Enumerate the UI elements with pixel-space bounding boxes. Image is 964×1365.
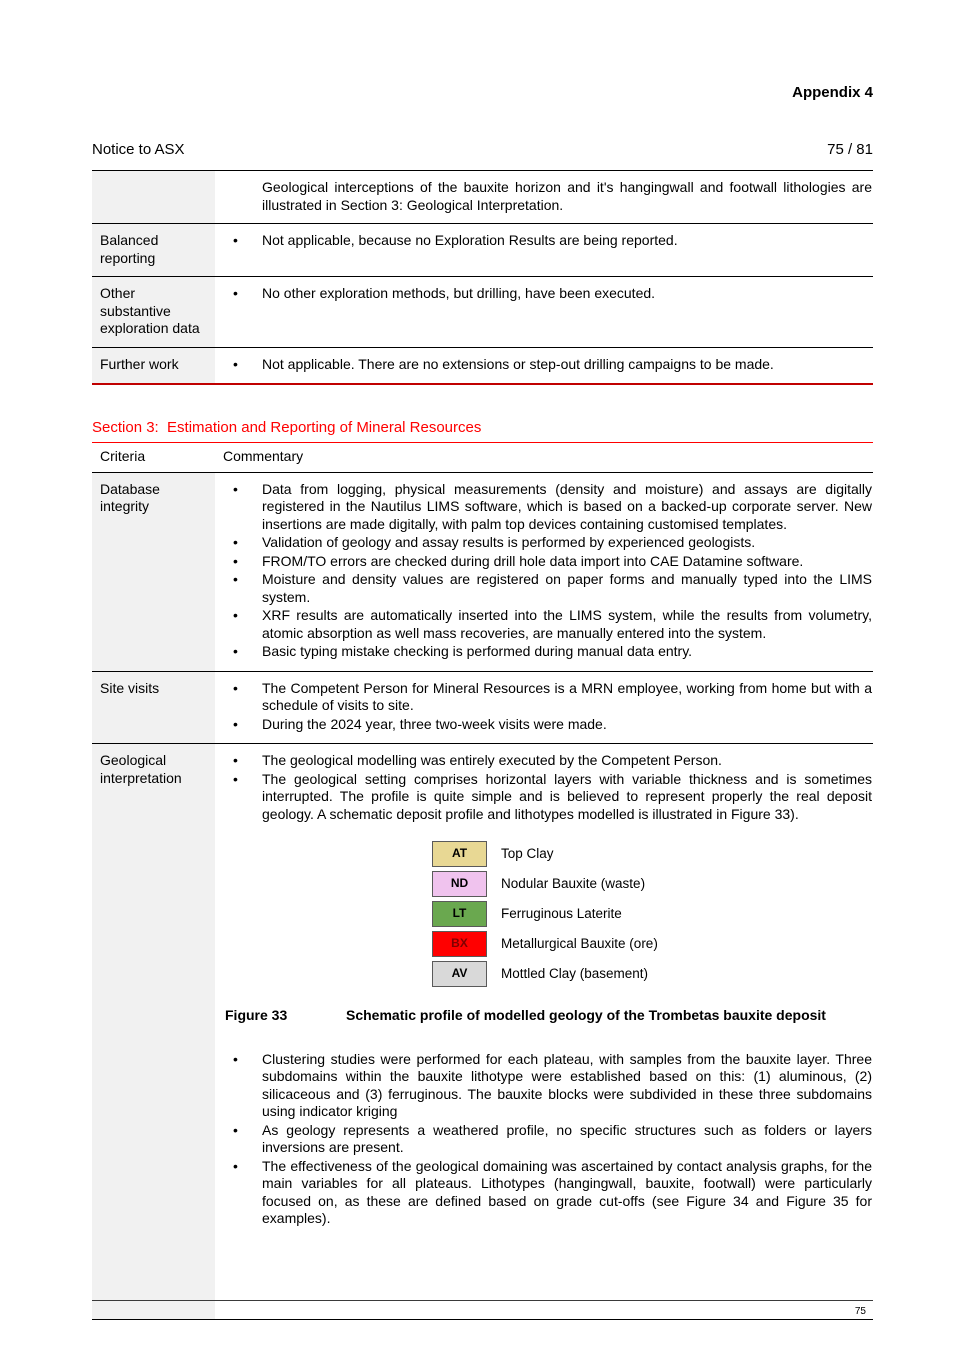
legend-label: Metallurgical Bauxite (ore) bbox=[501, 936, 658, 952]
section3-table bbox=[92, 443, 873, 1320]
legend-swatch: AT bbox=[432, 841, 487, 867]
table-row bbox=[92, 473, 873, 672]
bullet-text: Clustering studies were performed for each plateau, with samples from the bauxite layer. Three subdomains within the bauxite lithotype were established based on this: (1) aluminous, (2) silicaceous and (3) ferruginous. The bauxite blocks were subdivided in these three subdomains using indicator kriging bbox=[262, 1050, 872, 1119]
footer-page-number: 75 bbox=[854, 1306, 866, 1317]
criteria-cell: Balanced reporting bbox=[92, 224, 215, 276]
legend-swatch: ND bbox=[432, 871, 487, 897]
column-header-criteria: Criteria bbox=[92, 443, 215, 472]
paragraph: Geological interceptions of the bauxite horizon and it's hangingwall and footwall lithologies are illustrated in Section 3: Geological Interpretation. bbox=[262, 179, 872, 213]
header-title: Notice to ASX bbox=[92, 141, 185, 158]
legend-entry bbox=[432, 841, 872, 867]
criteria-cell: Geological interpretation bbox=[92, 744, 215, 1319]
legend-label: Ferruginous Laterite bbox=[501, 906, 622, 922]
bullet-marker: • bbox=[233, 480, 238, 497]
bullet-text: The geological setting comprises horizontal layers with variable thickness and is sometimes interrupted. The profile is quite simple and is believed to represent properly the real deposit geology. A schematic deposit profile and lithotypes modelled is illustrated in Figure 33). bbox=[262, 770, 872, 822]
bullet-marker: • bbox=[233, 607, 238, 623]
bullet-text: The geological modelling was entirely executed by the Competent Person. bbox=[262, 752, 722, 768]
bullet-marker: • bbox=[233, 643, 238, 659]
commentary-cell bbox=[215, 224, 873, 276]
bullet-text: The effectiveness of the geological domaining was ascertained by contact analysis graphs, for the main variables for all plateaus. Lithotypes (hangingwall, bauxite, footwall) were particularly focused on, as these are defined based on grade cut-offs (see Figure 34 and Figure 35 for examples). bbox=[262, 1157, 872, 1226]
bullet-item bbox=[233, 232, 872, 250]
bullet-text: Not applicable, because no Exploration Results are being reported. bbox=[262, 232, 678, 248]
figure-legend bbox=[432, 841, 872, 987]
commentary-cell bbox=[215, 348, 873, 384]
figure-caption-label: Figure 33 bbox=[225, 1007, 288, 1023]
bullet-item bbox=[233, 1158, 872, 1228]
bullet-item bbox=[233, 752, 872, 770]
bullet-item bbox=[233, 607, 872, 642]
table-row bbox=[92, 277, 873, 348]
bullet-marker: • bbox=[233, 232, 238, 248]
bullet-marker: • bbox=[233, 534, 238, 550]
legend-label: Top Clay bbox=[501, 846, 554, 862]
appendix-label: Appendix 4 bbox=[792, 84, 873, 101]
bullet-text: FROM/TO errors are checked during drill hole data import into CAE Datamine software. bbox=[262, 552, 804, 569]
bullet-item bbox=[233, 534, 872, 552]
page-content bbox=[92, 0, 873, 1320]
bullet-marker: • bbox=[233, 285, 238, 301]
criteria-cell: Site visits bbox=[92, 672, 215, 744]
bullet-text: XRF results are automatically inserted into the LIMS system, while the results from volumetry, atomic absorption as well mass recoveries, are manually entered into the system. bbox=[262, 607, 872, 641]
bullet-marker: • bbox=[233, 715, 238, 732]
table-header-row bbox=[92, 443, 873, 473]
column-header-commentary: Commentary bbox=[223, 448, 304, 464]
bullet-item bbox=[233, 571, 872, 606]
bullet-item bbox=[233, 553, 872, 571]
commentary-cell bbox=[215, 672, 873, 744]
figure-caption bbox=[225, 1007, 872, 1025]
bullet-item bbox=[233, 285, 872, 303]
legend-swatch: LT bbox=[432, 901, 487, 927]
page-indicator: 75 / 81 bbox=[827, 141, 873, 158]
footer-divider bbox=[92, 1300, 873, 1301]
bullet-text: Moisture and density values are registered on paper forms and manually typed into the LIMS system. bbox=[262, 571, 872, 605]
bullet-item bbox=[233, 771, 872, 824]
legend-swatch: AV bbox=[432, 961, 487, 987]
bullet-text: Data from logging, physical measurements (density and moisture) and assays are digitally registered in the Nautilus LIMS software, which is based on a backed-up corporate server. New insertions are made digitally, with palm top devices containing customised templates. bbox=[262, 480, 872, 532]
table-row bbox=[92, 171, 873, 224]
figure-caption-text: Schematic profile of modelled geology of the Trombetas bauxite deposit bbox=[346, 1007, 826, 1023]
commentary-cell bbox=[215, 744, 873, 1319]
bullet-item bbox=[233, 680, 872, 715]
bullet-marker: • bbox=[233, 1157, 238, 1174]
commentary-cell bbox=[215, 277, 873, 347]
section2-continuation-table bbox=[92, 171, 873, 385]
bullet-text: As geology represents a weathered profile, no specific structures such as folders or layers inversions are present. bbox=[262, 1121, 872, 1155]
criteria-cell: Other substantive exploration data bbox=[92, 277, 215, 347]
commentary-cell bbox=[215, 171, 873, 223]
section3-heading: Section 3: Estimation and Reporting of Mineral Resources bbox=[92, 419, 873, 443]
legend-entry bbox=[432, 901, 872, 927]
legend-label: Nodular Bauxite (waste) bbox=[501, 876, 646, 892]
bullet-text: During the 2024 year, three two-week visits were made. bbox=[262, 715, 607, 732]
legend-swatch: BX bbox=[432, 931, 487, 957]
legend-entry bbox=[432, 961, 872, 987]
criteria-cell bbox=[92, 171, 215, 223]
bullet-item bbox=[233, 716, 872, 734]
criteria-cell: Further work bbox=[92, 348, 215, 384]
table-row bbox=[92, 224, 873, 277]
legend-entry bbox=[432, 871, 872, 897]
bullet-item bbox=[233, 356, 872, 374]
legend-label: Mottled Clay (basement) bbox=[501, 966, 649, 982]
bullet-marker: • bbox=[233, 552, 238, 569]
page-header bbox=[92, 141, 873, 171]
bullet-text: Basic typing mistake checking is performed during manual data entry. bbox=[262, 643, 693, 659]
bullet-text: No other exploration methods, but drilling, have been executed. bbox=[262, 285, 656, 301]
bullet-text: Not applicable. There are no extensions or step-out drilling campaigns to be made. bbox=[262, 355, 774, 372]
commentary-cell bbox=[215, 473, 873, 671]
bullet-marker: • bbox=[233, 679, 238, 696]
table-row bbox=[92, 348, 873, 386]
bullet-marker: • bbox=[233, 571, 238, 587]
bullet-marker: • bbox=[233, 770, 238, 787]
legend-entry bbox=[432, 931, 872, 957]
bullet-text: The Competent Person for Mineral Resources is a MRN employee, working from home but with a schedule of visits to site. bbox=[262, 679, 872, 713]
bullet-marker: • bbox=[233, 1121, 238, 1138]
bullet-marker: • bbox=[233, 752, 238, 768]
bullet-text: Validation of geology and assay results is performed by experienced geologists. bbox=[262, 534, 756, 550]
bullet-item bbox=[233, 1122, 872, 1157]
criteria-cell: Database integrity bbox=[92, 473, 215, 671]
bullet-item bbox=[233, 643, 872, 661]
table-row bbox=[92, 744, 873, 1320]
bullet-item bbox=[233, 481, 872, 534]
bullet-item bbox=[233, 1051, 872, 1121]
table-row bbox=[92, 672, 873, 745]
bullet-marker: • bbox=[233, 1050, 238, 1067]
bullet-marker: • bbox=[233, 355, 238, 372]
